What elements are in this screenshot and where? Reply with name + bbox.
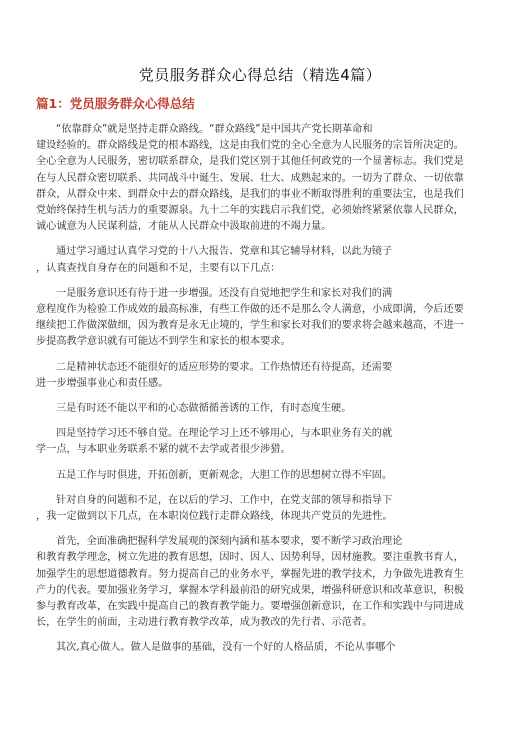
body-paragraph <box>36 401 488 417</box>
paragraph-line: 一是服务意识还有待于进一步增强。还没有自觉地把学生和家长对我们的满 <box>56 287 393 299</box>
body-paragraph <box>36 426 488 458</box>
paragraph-line: 首先，全面准确把握科学发展观的深刻内涵和基本要求，要不断学习政治理论 <box>56 536 403 548</box>
body-paragraph <box>36 640 488 656</box>
body-paragraph <box>36 468 488 484</box>
paragraph-line: “依靠群众”就是坚持走群众路线。“群众路线”是中国共产党长期革命和 <box>56 124 373 135</box>
paragraph-line: 在与人民群众密切联系、共同战斗中诞生、发展、壮大、成熟起来的。一切为了群众、一切依靠 <box>36 172 464 184</box>
paragraph-line: 加强学生的思想道德教育。努力提高自己的业务水平，掌握先进的教学技术，力争做先进教育生 <box>36 568 464 580</box>
body-paragraph <box>36 122 488 235</box>
paragraph-line: 和教育教学理念，树立先进的教育思想，因时、因人、因势利导，因材施教。要注重教书育人， <box>36 552 464 564</box>
paragraph-line: 针对自身的问题和不足，在以后的学习、工作中，在党支部的领导和指导下 <box>56 494 393 506</box>
paragraph-line: ，认真查找自身存在的问题和不足，主要有以下几点： <box>36 262 281 274</box>
body-paragraph <box>36 286 488 351</box>
paragraph-line: 全心全意为人民服务，密切联系群众，是我们党区别于其他任何政党的一个显著标志。我们党是 <box>36 156 464 168</box>
body-paragraph <box>36 493 488 525</box>
paragraph-line: 党始终保持生机与活力的重要源泉。九十二年的实践启示我们党，必须始终紧紧依靠人民群众， <box>36 205 464 217</box>
paragraph-line: 学一点，与本职业务联系不紧的就不去学或者很少涉猎。 <box>36 444 291 456</box>
paragraph-line: 意程度作为检验工作成效的最高标准，有些工作做的还不是那么令人满意，小成即满，今后还要 <box>36 304 464 316</box>
paragraph-line: 三是有时还不能以平和的心态做循循善诱的工作，有时态度生硬。 <box>56 403 352 415</box>
paragraph-line: ，我一定做到以下几点，在本职岗位践行走群众路线，体现共产党员的先进性。 <box>36 511 393 523</box>
paragraph-line: 步提高教学意识就有可能达不到学生和家长的根本要求。 <box>36 336 291 348</box>
paragraph-line: 长，在学生的前面，主动进行教育教学改革，成为教改的先行者、示范者。 <box>36 617 373 629</box>
paragraph-line: 诚心诚意为人民谋利益，才能从人民群众中汲取前进的不竭力量。 <box>36 221 332 233</box>
section-heading: 篇1：党员服务群众心得总结 <box>36 96 195 111</box>
document-body <box>36 122 488 666</box>
paragraph-line: 群众，从群众中来、到群众中去的群众路线，是我们的事业不断取得胜利的重要法宝，也是我们 <box>36 188 464 200</box>
paragraph-line: 继续把工作做深做细，因为教育是永无止境的，学生和家长对我们的要求将会越来越高，不进一 <box>36 320 464 332</box>
paragraph-line: 进一步增强事业心和责任感。 <box>36 377 169 389</box>
paragraph-line: 其次,真心做人。做人是做事的基础，没有一个好的人格品质，不论从事哪个 <box>56 642 396 654</box>
paragraph-line: 产力的代表。要加强业务学习，掌握本学科最前沿的研究成果，增强科研意识和改革意识，积极 <box>36 584 464 596</box>
paragraph-line: 参与教育改革，在实践中提高自己的教育教学能力。要增强创新意识，在工作和实践中与同进成 <box>36 601 464 613</box>
document-title: 党员服务群众心得总结（精选4篇） <box>138 66 382 84</box>
paragraph-line: 二是精神状态还不能很好的适应形势的要求。工作热情还有待提高，还需要 <box>56 361 393 373</box>
paragraph-line: 通过学习通过认真学习党的十八大报告、党章和其它辅导材料，以此为镜子 <box>56 246 393 258</box>
body-paragraph <box>36 360 488 392</box>
paragraph-line: 五是工作与时俱进，开拓创新，更新观念，大胆工作的思想树立得不牢固。 <box>56 469 393 481</box>
paragraph-line: 四是坚持学习还不够自觉。在理论学习上还不够用心，与本职业务有关的就 <box>56 428 393 440</box>
body-paragraph <box>36 244 488 276</box>
paragraph-line: 建设经验的。群众路线是党的根本路线，这是由我们党的全心全意为人民服务的宗旨所决定的。 <box>36 140 464 152</box>
body-paragraph <box>36 534 488 631</box>
